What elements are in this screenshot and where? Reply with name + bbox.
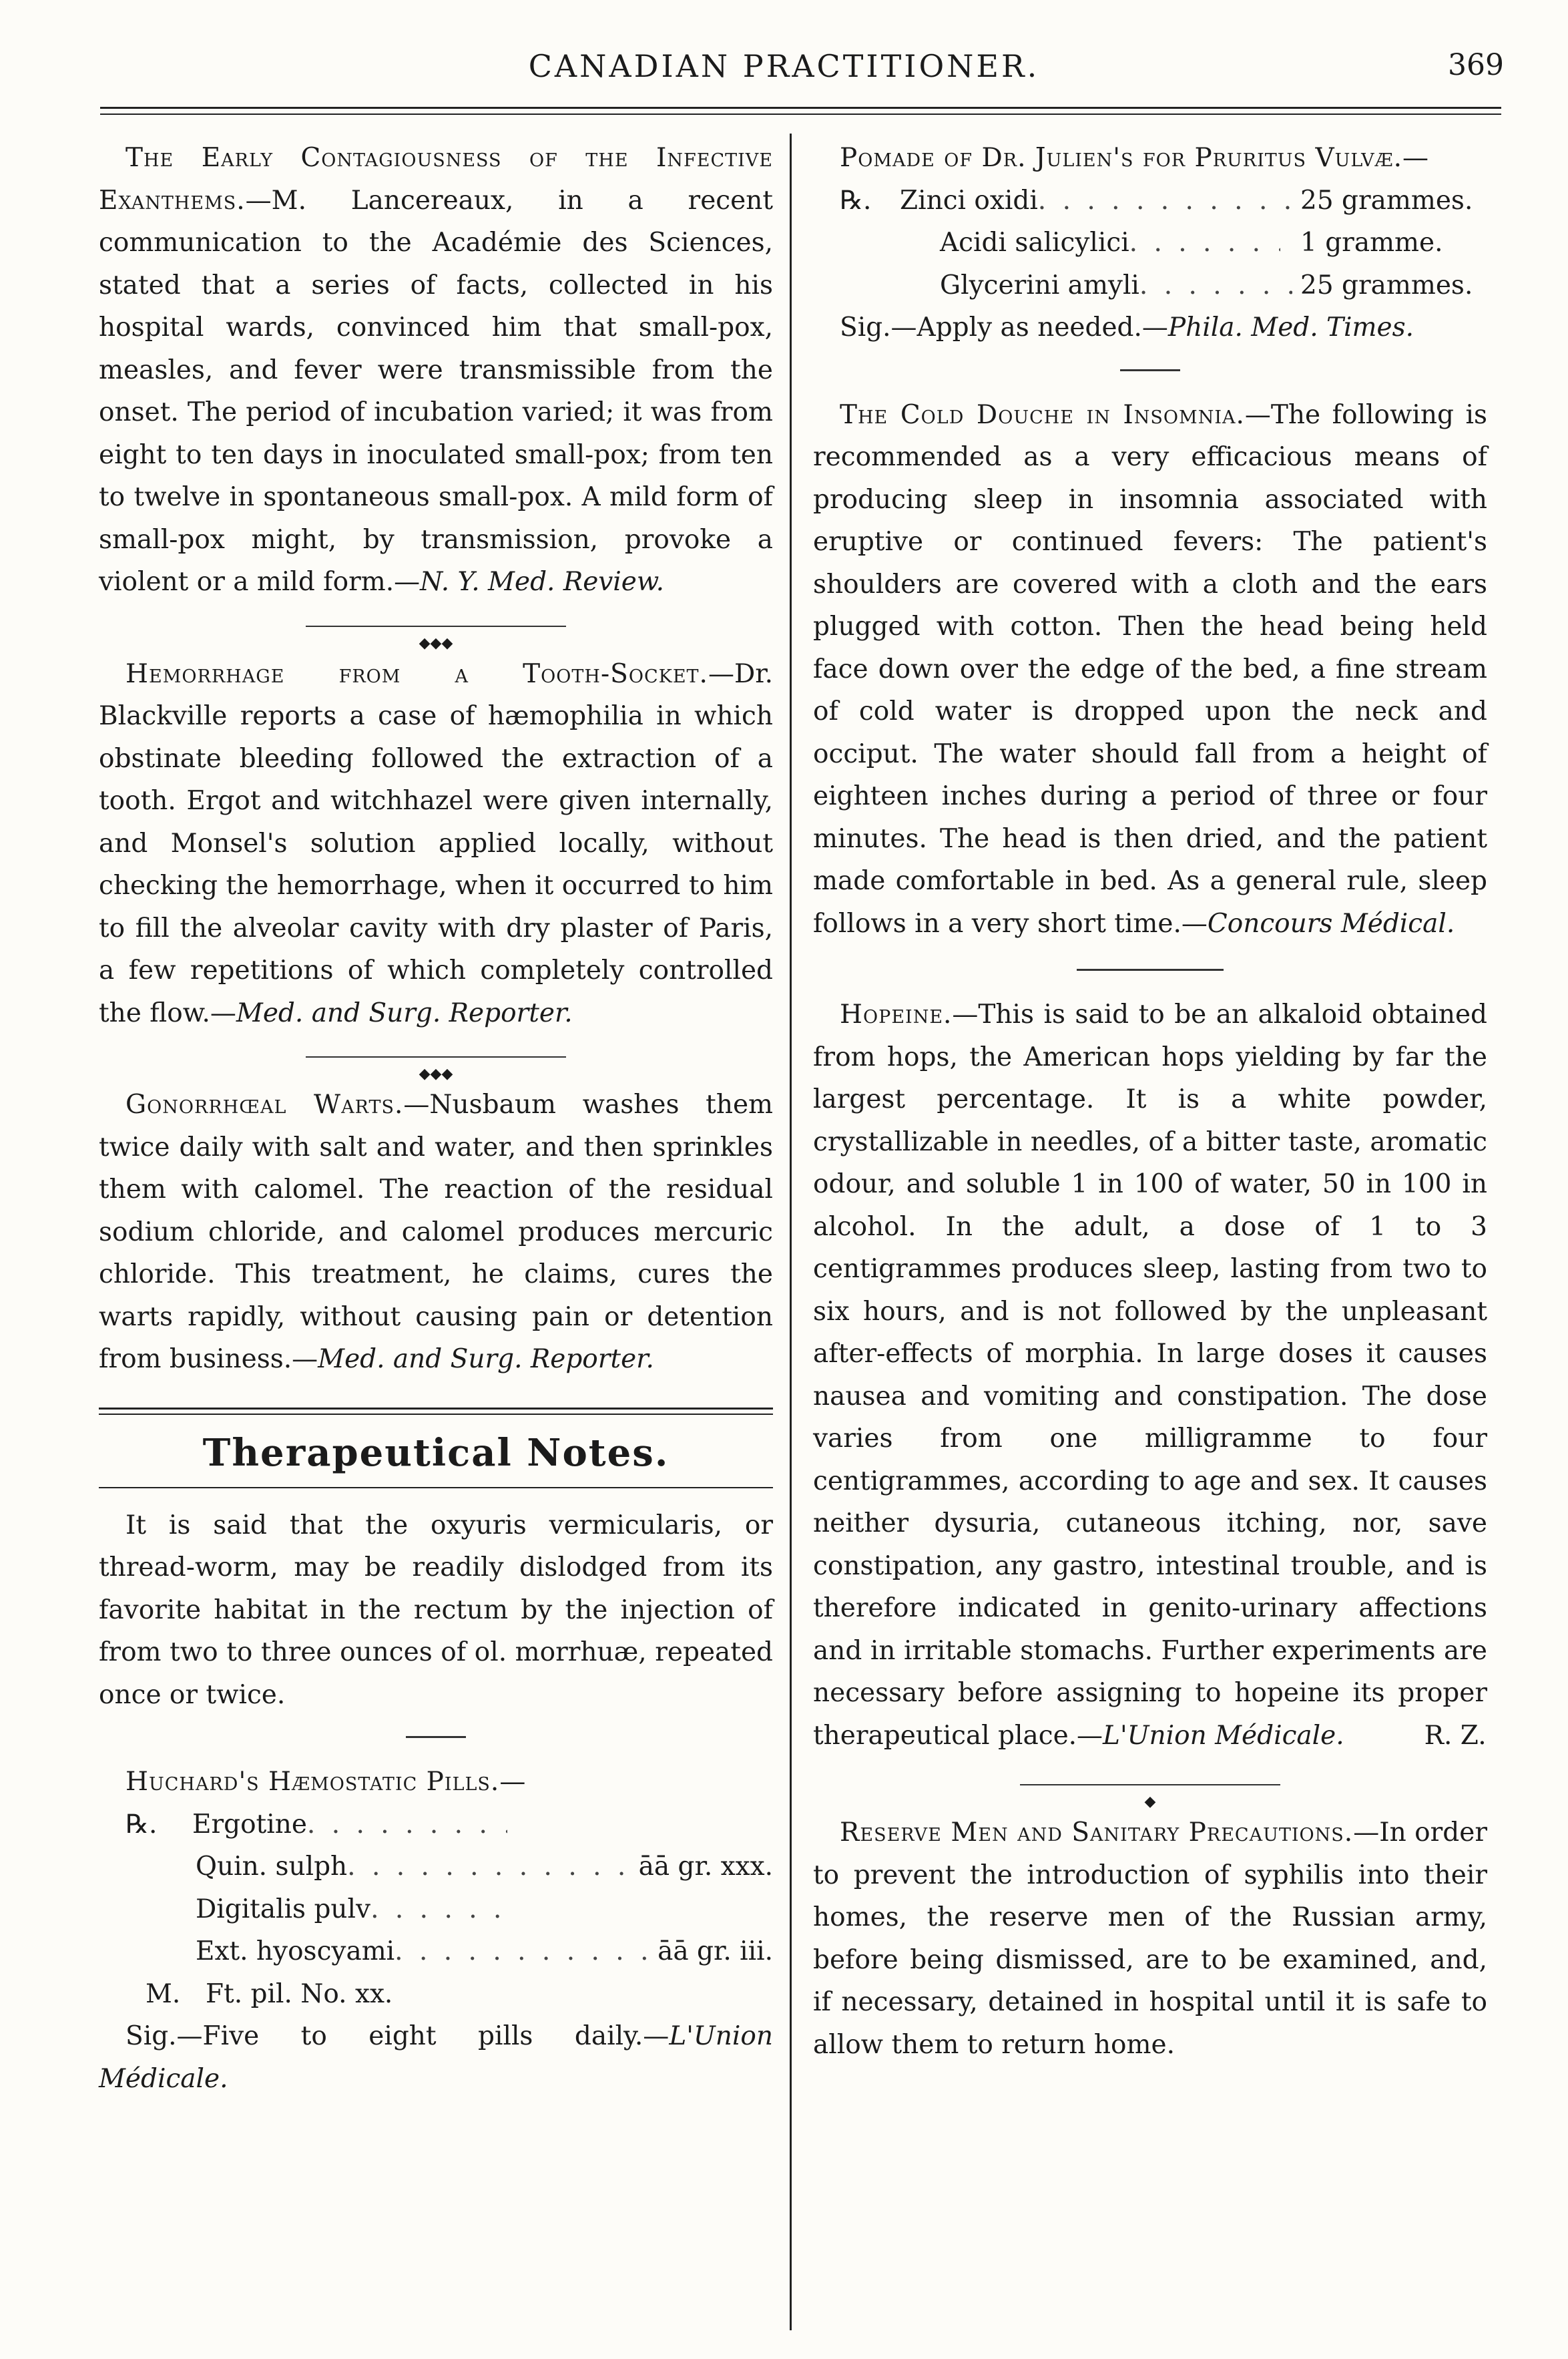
separator-ornament: ◆ <box>1138 1793 1163 1810</box>
rx-line <box>99 1973 773 2016</box>
article-body: —This is said to be an alkaloid obtained from hops, the American hops yielding by far the largest percentage. It is a white powder, crystallizable in needles, of a bitter taste, aromatic odour, and soluble 1 in 100 of water, 50 in 100 in alcohol. In the adult, a dose of 1 to 3 centigrammes produces sleep, lasting from two to six hours, and is not followed by the unpleasant after-effects of morphia. In large doses it causes nausea and vomiting and constipation. The dose varies from one milligramme to four centigrammes, according to age and sex. It causes neither dysuria, cutaneous itching, nor, save constipation, any gastro, intestinal trouble, and is therefore indicated in genito-urinary affections and in irritable stomachs. Further experiments are necessary before assigning to hopeine its proper therapeutical place.— <box>813 1000 1487 1751</box>
column-divider <box>790 134 792 2330</box>
section-heading: Therapeutical Notes. <box>202 1430 670 1475</box>
right-column <box>813 137 1487 2066</box>
rx-line <box>813 180 1487 222</box>
section-rule-bottom <box>99 1487 773 1488</box>
rx-line <box>99 1846 773 1888</box>
article-source: N. Y. Med. Review. <box>420 567 665 597</box>
article-body: —The following is recommended as a very efficacious means of producing sleep in insomnia associated with eruptive or continued fevers: The patient's shoulders are covered with a cloth and the ears plugged with cotton. Then the head being held face down over the edge of the bed, a fine stream of cold water is dropped upon the neck and occiput. The water should fall from a height of eighteen inches during a period of three or four minutes. The head is then dried, and the patient made comfortable in bed. As a general rule, sleep follows in a very short time.— <box>813 399 1487 939</box>
prescription-huchard <box>99 1761 773 2100</box>
rx-drug: Digitalis pulv <box>196 1894 371 1924</box>
m-symbol: M. <box>146 1978 181 2009</box>
section-rule-top <box>99 1408 773 1415</box>
rx-amount: 25 grammes. <box>1300 270 1473 300</box>
sig-text: Sig.—Apply as needed.— <box>840 312 1168 343</box>
article-body: —Nusbaum washes them twice daily with salt and water, and then sprinkles them with calomel. The reaction of the residual sodium chloride, and calomel produces mercuric chloride. This treatment, he claims, cures the warts rapidly, without causing pain or detention from business.— <box>99 1090 773 1374</box>
article-source: Med. and Surg. Reporter. <box>318 1344 654 1374</box>
article-gonorrhoeal-warts <box>99 1084 773 1381</box>
article-body: It is said that the oxyuris vermicularis, or thread-worm, may be readily dislodged from its favorite habitat in the rectum by the injection of from two to three ounces of ol. morrhuæ, repeated once or twice. <box>99 1510 773 1710</box>
rx-line <box>99 1803 773 1846</box>
rx-line <box>99 1930 773 1973</box>
prescription-title <box>99 1761 773 1803</box>
left-column <box>99 137 773 2100</box>
rx-amount: 25 grammes. <box>1300 185 1473 216</box>
page-number: 369 <box>1448 48 1504 82</box>
article-early-contagiousness <box>99 137 773 604</box>
article-title: The Cold Douche in Insomnia. <box>840 399 1245 430</box>
rx-symbol: ℞. <box>125 1809 158 1840</box>
article-hemorrhage-tooth-socket <box>99 653 773 1035</box>
article-body: —In order to prevent the introduction of syphilis into their homes, the reserve men of the Russian army, before being dismissed, are to be examined, and, if necessary, detained in hospital until it is safe to allow them to return home. <box>813 1817 1487 2060</box>
article-source: Phila. Med. Times. <box>1167 312 1414 343</box>
short-rule <box>1077 969 1224 971</box>
article-source: Concours Médical. <box>1207 908 1455 939</box>
article-title: Hopeine. <box>840 1000 953 1030</box>
running-title: CANADIAN PRACTITIONER. <box>528 48 1040 84</box>
prescription-sig <box>99 2015 773 2100</box>
article-title: The Early Contagiousness of the Infective Exanthems. <box>99 143 773 216</box>
article-reserve-men <box>813 1811 1487 2066</box>
rx-leader <box>347 1846 630 1888</box>
prescription-sig <box>813 306 1487 349</box>
short-rule <box>406 1736 466 1738</box>
rx-drug: Ergotine <box>192 1809 307 1840</box>
prescription-julien <box>813 137 1487 349</box>
prescription-title <box>813 137 1487 180</box>
article-title: Gonorrhœal Warts. <box>125 1090 404 1120</box>
prescription-title-text: Huchard's Hæmostatic Pills.— <box>125 1767 527 1797</box>
header-double-rule <box>100 107 1501 115</box>
separator-ornament: ◆◆◆ <box>413 635 460 652</box>
rx-leader <box>1129 222 1280 264</box>
sig-text: Sig.—Five to eight pills daily.— <box>125 2021 670 2051</box>
article-source: Med. and Surg. Reporter. <box>236 998 573 1028</box>
article-oxyuris <box>99 1504 773 1717</box>
article-cold-douche <box>813 394 1487 945</box>
rx-leader <box>1038 180 1292 222</box>
article-body: —Dr. Blackville reports a case of hæmophilia in which obstinate bleeding followed the extraction of a tooth. Ergot and witchhazel were given internally, and Monsel's solution applied locally, without checking the hemorrhage, when it occurred to him to fill the alveolar cavity with dry plaster of Paris, a few repetitions of which completely controlled the flow.— <box>99 658 773 1028</box>
ornamental-separator <box>99 1049 773 1082</box>
article-initials: R. Z. <box>1424 1720 1487 1751</box>
article-source: L'Union Médicale. <box>99 2021 773 2094</box>
rx-amount: āā gr. iii. <box>658 1936 773 1966</box>
article-title: Hemorrhage from a Tooth-Socket. <box>125 658 708 689</box>
rx-leader <box>395 1930 649 1973</box>
rx-leader <box>370 1888 517 1931</box>
article-hopeine <box>813 994 1487 1757</box>
rx-symbol: ℞. <box>840 185 872 216</box>
ornamental-separator <box>813 1777 1487 1810</box>
rx-leader <box>307 1803 507 1846</box>
rx-drug: Ext. hyoscyami <box>196 1936 395 1966</box>
rx-drug: Acidi salicylici <box>940 228 1129 258</box>
ornamental-separator <box>99 618 773 652</box>
rx-line <box>99 1888 773 1931</box>
rx-drug: Glycerini amyli <box>940 270 1139 300</box>
rx-amount: āā gr. xxx. <box>638 1852 773 1882</box>
rx-drug: Ft. pil. No. xx. <box>206 1978 393 2009</box>
section-heading-block <box>99 1408 773 1488</box>
article-title: Reserve Men and Sanitary Precautions. <box>840 1817 1354 1848</box>
prescription-title-text: Pomade of Dr. Julien's for Pruritus Vulvæ.— <box>840 143 1430 173</box>
rx-drug: Zinci oxidi <box>900 185 1038 216</box>
rx-line <box>813 264 1487 307</box>
running-head <box>0 40 1568 87</box>
rx-drug: Quin. sulph <box>196 1852 348 1882</box>
short-rule <box>1120 369 1180 371</box>
article-body: —M. Lancereaux, in a recent communication to the Académie des Sciences, stated that a series of facts, collected in his hospital wards, convinced him that small-pox, measles, and fever were transmissible from the onset. The period of incubation varied; it was from eight to ten days in inoculated small-pox; from ten to twelve in spontaneous small-pox. A mild form of small-pox might, by transmission, provoke a violent or a mild form.— <box>99 185 773 597</box>
separator-ornament: ◆◆◆ <box>413 1066 460 1082</box>
rx-amount: 1 gramme. <box>1300 228 1443 258</box>
rx-line <box>813 222 1487 264</box>
article-source: L'Union Médicale. <box>1103 1720 1344 1751</box>
rx-leader <box>1139 264 1292 307</box>
